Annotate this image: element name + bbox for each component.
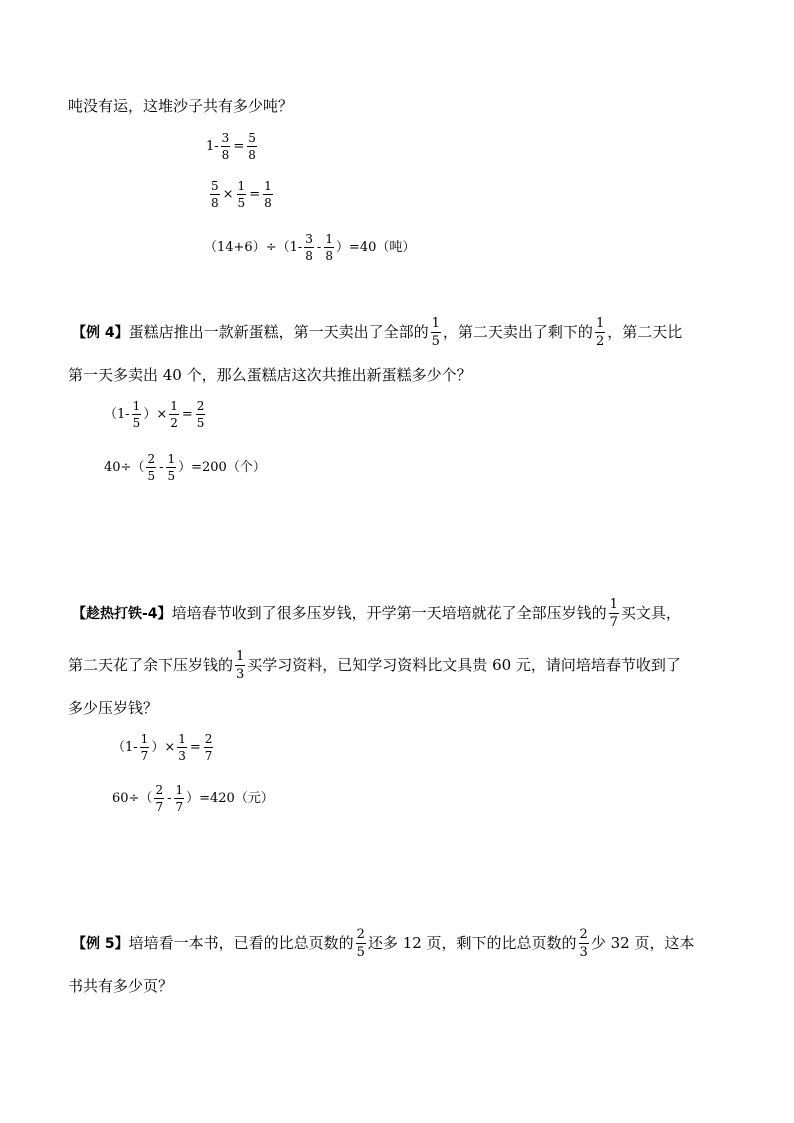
practice-tag: 【趁热打铁-4】 [72, 605, 172, 622]
fraction [154, 784, 164, 813]
expr-text: ）=200（个） [178, 460, 266, 475]
question-text: 第二天花了余下压岁钱的 [68, 656, 234, 674]
equals-sign: = [189, 740, 201, 755]
numerator: 1 [175, 783, 184, 797]
denominator: 8 [264, 196, 272, 210]
practice-4-line-3: 多少压岁钱？ [68, 699, 159, 717]
expr-text: ）=40（吨） [335, 240, 416, 255]
numerator: 2 [155, 783, 164, 797]
numerator: 1 [170, 399, 178, 413]
fraction [595, 317, 605, 348]
numerator: 2 [204, 732, 213, 746]
example-4-line-1 [72, 317, 682, 348]
fraction [166, 453, 176, 482]
question-text: 少 32 页，这本 [590, 934, 695, 952]
minus-sign: - [167, 791, 172, 806]
equals-sign: = [233, 139, 245, 154]
times-sign: × [222, 187, 234, 202]
fraction [140, 733, 150, 762]
numerator: 2 [579, 927, 588, 942]
fraction [235, 650, 245, 681]
expr-text: ）=420（元） [186, 791, 274, 806]
expr-text: 60÷（ [112, 791, 153, 806]
denominator: 7 [155, 800, 164, 814]
numerator: 1 [264, 179, 272, 193]
solution-step-1 [206, 132, 259, 161]
fraction [146, 453, 156, 482]
denominator: 3 [236, 667, 245, 682]
denominator: 8 [221, 148, 230, 162]
expr-text: 40÷（ [104, 460, 145, 475]
numerator: 2 [356, 927, 365, 942]
fraction [356, 928, 366, 959]
practice-4-step-1 [112, 733, 215, 762]
fraction [221, 132, 231, 161]
denominator: 7 [175, 800, 184, 814]
question-text: 蛋糕店推出一款新蛋糕，第一天卖出了全部的 [128, 323, 429, 341]
fraction [237, 180, 247, 209]
denominator: 7 [204, 749, 213, 763]
expr-text: ）× [143, 407, 168, 422]
fraction [196, 400, 206, 429]
denominator: 8 [305, 249, 313, 263]
expr-text: （1- [112, 740, 138, 755]
expr-text: （14+6）÷（1- [204, 240, 303, 255]
fraction [174, 784, 184, 813]
denominator: 2 [170, 416, 178, 430]
denominator: 5 [356, 945, 365, 960]
practice-4-line-2 [68, 650, 681, 681]
denominator: 8 [325, 249, 333, 263]
fraction [247, 132, 257, 161]
example-5-line-1 [72, 928, 694, 959]
question-text: 买文具， [620, 604, 681, 622]
numerator: 1 [237, 179, 246, 193]
equals-sign: = [249, 187, 261, 202]
fraction [177, 733, 187, 762]
example-tag: 【例 5】 [72, 935, 129, 952]
example-5-line-2: 书共有多少页？ [68, 977, 174, 995]
example-4-step-2 [104, 453, 266, 482]
numerator: 2 [147, 452, 156, 466]
minus-sign: - [316, 240, 322, 255]
numerator: 1 [431, 316, 440, 331]
fraction [579, 928, 589, 959]
numerator: 1 [140, 732, 149, 746]
question-text: 买学习资料，已知学习资料比文具贵 60 元，请问培培春节收到了 [247, 656, 681, 674]
fraction [324, 233, 334, 262]
solution-step-3 [204, 233, 415, 262]
equals-sign: = [181, 407, 193, 422]
fraction [210, 180, 220, 209]
fraction [204, 733, 214, 762]
denominator: 8 [211, 196, 219, 210]
fraction [304, 233, 314, 262]
practice-4-line-1 [72, 598, 681, 629]
denominator: 5 [196, 416, 205, 430]
numerator: 3 [305, 232, 313, 246]
numerator: 1 [595, 316, 605, 331]
minus-sign: - [159, 460, 164, 475]
question-text: 培培春节收到了很多压岁钱，开学第一天培培就花了全部压岁钱的 [171, 604, 607, 622]
numerator: 3 [221, 131, 230, 145]
practice-4-step-2 [112, 784, 274, 813]
question-text: ，第二天卖出了剩下的 [442, 323, 593, 341]
denominator: 7 [609, 615, 618, 630]
question-text: 还多 12 页，剩下的比总页数的 [367, 934, 577, 952]
numerator: 1 [609, 597, 618, 612]
expr-text: 1- [206, 139, 219, 154]
fraction [169, 400, 179, 429]
denominator: 5 [132, 416, 141, 430]
question-text: ，第二天比 [607, 323, 683, 341]
numerator: 1 [236, 649, 245, 664]
fraction [431, 317, 441, 348]
denominator: 3 [178, 749, 186, 763]
denominator: 5 [237, 196, 246, 210]
denominator: 5 [167, 469, 176, 483]
numerator: 1 [132, 399, 141, 413]
denominator: 5 [431, 334, 440, 349]
fraction [263, 180, 273, 209]
numerator: 1 [178, 732, 186, 746]
question-text: 培培看一本书，已看的比总页数的 [128, 934, 354, 952]
problem-continuation-text: 吨没有运，这堆沙子共有多少吨？ [68, 97, 294, 115]
example-4-step-1 [104, 400, 207, 429]
denominator: 7 [140, 749, 149, 763]
solution-step-2 [208, 180, 275, 209]
numerator: 2 [196, 399, 205, 413]
expr-text: （1- [104, 407, 130, 422]
fraction [609, 598, 619, 629]
example-4-line-2: 第一天多卖出 40 个，那么蛋糕店这次共推出新蛋糕多少个？ [68, 366, 472, 384]
numerator: 1 [325, 232, 333, 246]
numerator: 1 [167, 452, 176, 466]
expr-text: ）× [151, 740, 176, 755]
denominator: 8 [248, 148, 256, 162]
fraction [132, 400, 142, 429]
denominator: 2 [595, 334, 605, 349]
numerator: 5 [211, 179, 219, 193]
denominator: 5 [147, 469, 156, 483]
numerator: 5 [248, 131, 256, 145]
example-tag: 【例 4】 [72, 324, 129, 341]
denominator: 3 [579, 945, 588, 960]
